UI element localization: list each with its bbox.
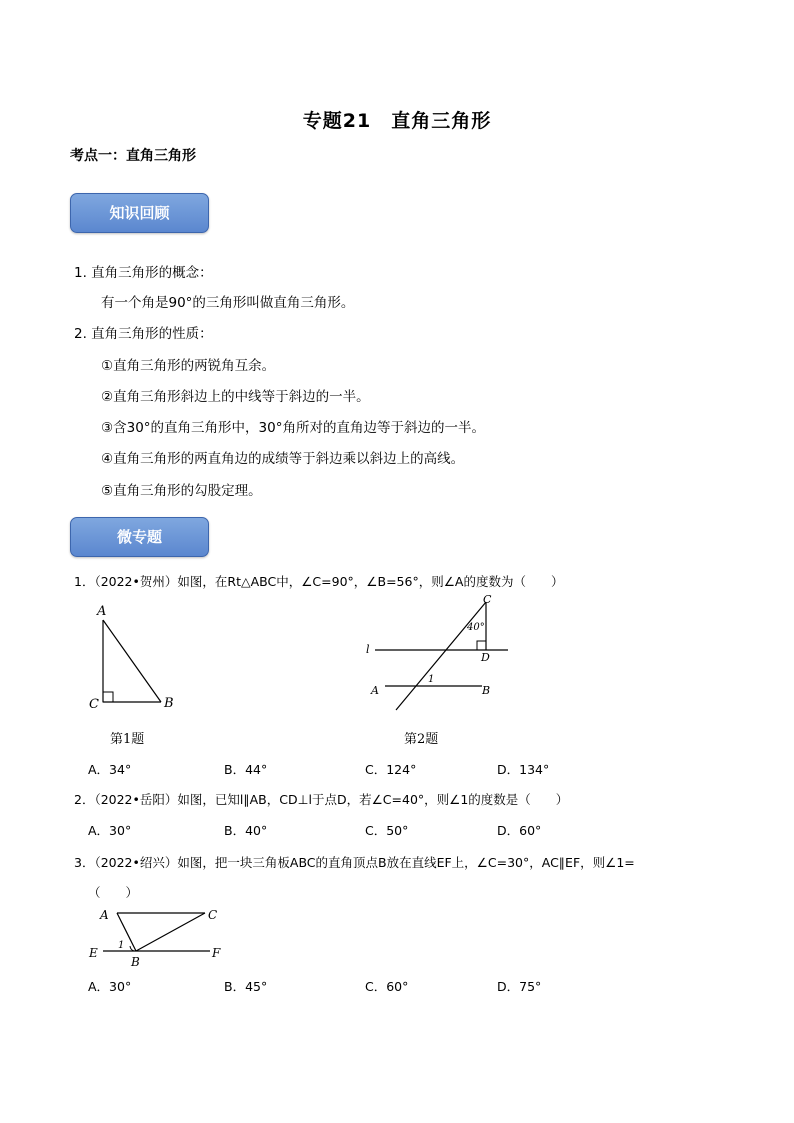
review-definition: 有一个角是90°的三角形叫做直角三角形。 (101, 295, 355, 311)
property-item: ④直角三角形的两直角边的成绩等于斜边乘以斜边上的高线。 (101, 451, 465, 467)
q1-option-d: D．134° (497, 762, 550, 777)
fig3-angle-1: 1 (118, 940, 125, 951)
q3-option-b: B．45° (224, 979, 268, 994)
figure-1-caption: 第1题 (110, 732, 145, 747)
q2-option-d: D．60° (497, 823, 542, 838)
fig3-label-b: B (131, 955, 140, 969)
property-item: ②直角三角形斜边上的中线等于斜边的一半。 (101, 389, 370, 405)
section-label-topics: 微专题 (70, 517, 209, 557)
q1-option-b: B．44° (224, 762, 268, 777)
fig2-label-d: D (481, 651, 490, 664)
q3-option-a: A．30° (88, 979, 132, 994)
question-2-stem: 2．（2022•岳阳）如图，已知l∥AB，CD⊥l于点D，若∠C=40°，则∠1的度数是（ ） (74, 792, 569, 807)
q1-option-c: C．124° (365, 762, 417, 777)
fig3-label-c: C (208, 908, 218, 922)
fig1-label-c: C (89, 697, 99, 712)
fig2-label-c: C (483, 593, 492, 606)
fig1-label-b: B (164, 696, 174, 711)
q2-option-a: A．30° (88, 823, 132, 838)
q3-option-c: C．60° (365, 979, 409, 994)
q2-option-b: B．40° (224, 823, 268, 838)
review-heading-concept: 1. 直角三角形的概念： (74, 265, 213, 281)
fig2-label-a: A (371, 684, 379, 697)
fig1-label-a: A (97, 604, 107, 619)
figure-1-triangle (85, 600, 185, 715)
fig2-angle-label: 40° (467, 622, 485, 633)
q1-option-a: A．34° (88, 762, 132, 777)
section-heading: 考点一：直角三角形 (70, 148, 196, 164)
property-item: ①直角三角形的两锐角互余。 (101, 358, 276, 374)
page-title: 专题21 直角三角形 (302, 110, 492, 132)
figure-2-caption: 第2题 (404, 732, 439, 747)
review-heading-properties: 2. 直角三角形的性质： (74, 326, 213, 342)
section-label-review: 知识回顾 (70, 193, 209, 233)
q2-option-c: C．50° (365, 823, 409, 838)
figure-3-triangle-line (85, 902, 235, 972)
property-item: ③含30°的直角三角形中，30°角所对的直角边等于斜边的一半。 (101, 420, 485, 436)
question-3-stem: 3．（2022•绍兴）如图，把一块三角板ABC的直角顶点B放在直线EF上，∠C=30°，AC∥EF，则∠1= (74, 855, 635, 870)
fig2-label-b: B (482, 684, 491, 697)
property-item: ⑤直角三角形的勾股定理。 (101, 483, 262, 499)
fig2-angle-1: 1 (428, 674, 435, 685)
fig3-label-a: A (100, 908, 109, 922)
question-1-stem: 1．（2022•贺州）如图，在Rt△ABC中，∠C=90°，∠B=56°，则∠A的度数为（ ） (74, 574, 564, 589)
figure-2-parallel-lines (360, 590, 520, 715)
question-3-bracket: （ ） (88, 885, 139, 900)
fig3-label-e: E (89, 946, 98, 960)
fig2-label-l: l (366, 643, 370, 656)
q3-option-d: D．75° (497, 979, 542, 994)
fig3-label-f: F (212, 946, 221, 960)
